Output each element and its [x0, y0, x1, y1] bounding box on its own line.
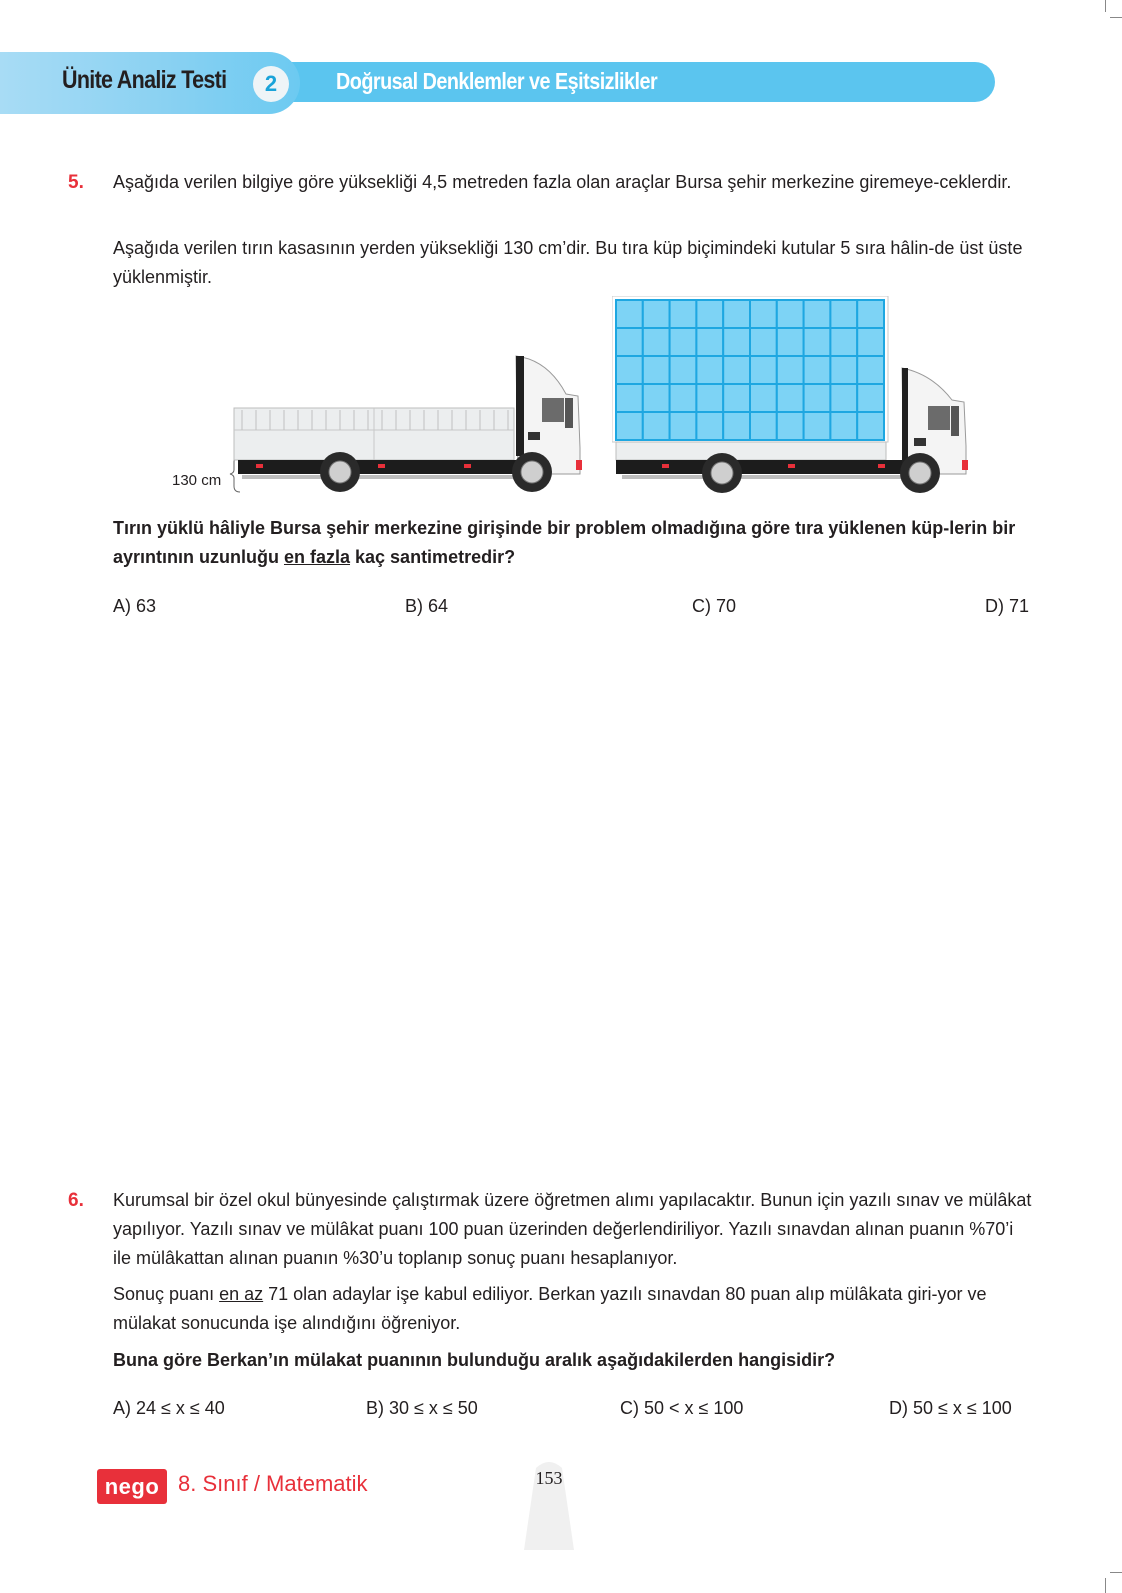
cube	[616, 384, 643, 412]
cube	[696, 412, 723, 440]
question-text: Kurumsal bir özel okul bünyesinde çalıştırmak üzere öğretmen alımı yapılacaktır. Bunun için yazılı sınav ve mülâkat yapılıyor. Yazılı sınav ve mülâkat puanı 100 puan üzerinden değerlendiriliyor. Yazılı sınavdan alınan puanın %70’i ile mülâkattan alınan puanın %30’u toplanıp sonuç puanı hesaplanıyor.	[113, 1190, 1032, 1268]
cube	[616, 412, 643, 440]
cube	[643, 412, 670, 440]
answer-option-b[interactable]: B) 30 ≤ x ≤ 50	[366, 1398, 478, 1418]
cube	[643, 300, 670, 328]
page-subtitle: Doğrusal Denklemler ve Eşitsizlikler	[336, 68, 658, 94]
cube	[750, 412, 777, 440]
cube	[804, 384, 831, 412]
cube	[670, 328, 697, 356]
cube	[670, 300, 697, 328]
question-text	[113, 1280, 1033, 1338]
cube	[777, 300, 804, 328]
answer-option-d[interactable]: D) 50 ≤ x ≤ 100	[889, 1398, 1012, 1418]
paragraph-text: Sonuç puanı	[113, 1284, 220, 1304]
cube	[830, 328, 857, 356]
cube	[830, 300, 857, 328]
answer-option-c[interactable]: C) 50 < x ≤ 100	[620, 1398, 744, 1418]
answer-option-a[interactable]: A) 63	[113, 596, 157, 616]
empty-truck-image	[228, 348, 590, 498]
publisher-logo: nego	[97, 1469, 167, 1504]
cube-grid	[616, 300, 884, 440]
test-number-badge: 2	[253, 66, 289, 102]
cube	[616, 300, 643, 328]
prompt-text: kaç santimetredir?	[350, 547, 516, 567]
answer-option-a[interactable]: A) 24 ≤ x ≤ 40	[113, 1398, 225, 1418]
cube	[670, 356, 697, 384]
wheel	[320, 452, 360, 492]
cube	[777, 384, 804, 412]
cube	[857, 412, 884, 440]
crop-mark	[1110, 17, 1122, 18]
cube	[777, 328, 804, 356]
cube	[830, 384, 857, 412]
cube	[670, 384, 697, 412]
height-label: 130 cm	[172, 472, 222, 489]
cube	[857, 356, 884, 384]
page-number: 153	[535, 1468, 563, 1488]
cube	[777, 356, 804, 384]
footer-subject: 8. Sınıf / Matematik	[178, 1471, 368, 1496]
cube	[643, 356, 670, 384]
cube	[857, 328, 884, 356]
answer-option-b[interactable]: B) 64	[405, 596, 449, 616]
cube	[750, 384, 777, 412]
question-text: Aşağıda verilen bilgiye göre yüksekliği 4,5 metreden fazla olan araçlar Bursa şehir merkezine giremeye-ceklerdir.	[113, 172, 1012, 192]
cube	[723, 300, 750, 328]
prompt-emphasis: en fazla	[283, 547, 351, 567]
cube	[696, 356, 723, 384]
cube	[723, 328, 750, 356]
cube	[804, 356, 831, 384]
prompt-text: Tırın yüklü hâliyle Bursa şehir merkezine girişinde bir problem olmadığına göre tıra yüklenen küp-lerin bir ayrıntının uzunluğu	[113, 518, 1016, 567]
paragraph-text: 71 olan adaylar işe kabul ediliyor. Berkan yazılı sınavdan 80 puan alıp mülâkata giri-yor ve mülakat sonucunda işe alındığını öğreniyor.	[113, 1284, 987, 1333]
cube	[750, 300, 777, 328]
question-number: 6.	[68, 1190, 84, 1211]
cube	[723, 384, 750, 412]
cube	[750, 356, 777, 384]
cube	[723, 356, 750, 384]
loaded-truck-image	[612, 296, 978, 498]
question-prompt	[113, 514, 1033, 572]
question-prompt: Buna göre Berkan’ın mülakat puanının bulunduğu aralık aşağıdakilerden hangisidir?	[113, 1350, 836, 1370]
cube	[643, 384, 670, 412]
cube	[804, 328, 831, 356]
question-number: 5.	[68, 172, 84, 193]
cube	[830, 412, 857, 440]
cube	[857, 384, 884, 412]
cube	[616, 328, 643, 356]
page-title: Ünite Analiz Testi	[62, 66, 227, 94]
cube	[857, 300, 884, 328]
cube	[804, 300, 831, 328]
wheel	[512, 452, 552, 492]
question-text: Aşağıda verilen tırın kasasının yerden yüksekliği 130 cm’dir. Bu tıra küp biçimindeki kutular 5 sıra hâlin-de üst üste yüklenmiştir.	[113, 238, 1023, 287]
cube	[804, 412, 831, 440]
cube	[777, 412, 804, 440]
wheel	[900, 453, 940, 493]
crop-mark	[1110, 1572, 1122, 1573]
paragraph-emphasis: en az	[219, 1284, 264, 1304]
cube	[830, 356, 857, 384]
cube	[723, 412, 750, 440]
wheel	[702, 453, 742, 493]
crop-mark	[1105, 1578, 1106, 1593]
cube	[750, 328, 777, 356]
cube	[670, 412, 697, 440]
crop-mark	[1105, 0, 1106, 12]
cube	[643, 328, 670, 356]
answer-option-c[interactable]: C) 70	[692, 596, 737, 616]
cube	[696, 384, 723, 412]
cube	[616, 356, 643, 384]
cube	[696, 328, 723, 356]
answer-option-d[interactable]: D) 71	[985, 596, 1030, 616]
cube	[696, 300, 723, 328]
